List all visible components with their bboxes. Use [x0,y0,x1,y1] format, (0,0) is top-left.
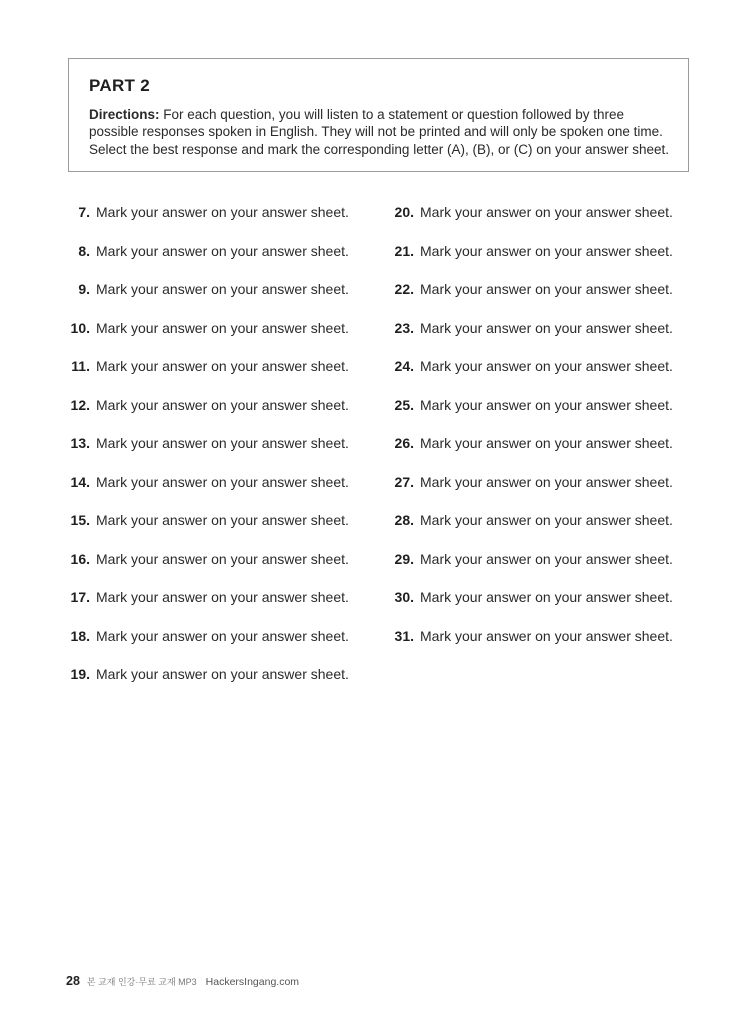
question-number: 22. [394,281,414,297]
question-number: 16. [70,550,90,567]
question-number: 13. [70,435,90,451]
question-row [388,628,673,644]
question-text: Mark your answer on your answer sheet. [420,435,673,451]
question-text: Mark your answer on your answer sheet. [96,242,349,259]
question-row [64,281,349,297]
question-number: 9. [78,281,90,297]
question-text: Mark your answer on your answer sheet. [96,204,349,220]
question-text: Mark your answer on your answer sheet. [96,473,349,490]
question-row [64,243,349,259]
question-number: 21. [394,242,414,259]
question-text: Mark your answer on your answer sheet. [420,550,673,567]
question-number: 23. [394,319,414,336]
question-number: 18. [70,627,90,644]
question-row [64,474,349,490]
question-row [388,435,673,451]
question-row [64,435,349,451]
question-number: 27. [394,473,414,490]
question-number: 10. [70,319,90,336]
question-row [388,204,673,220]
question-text: Mark your answer on your answer sheet. [96,435,349,451]
question-number: 7. [78,204,90,220]
question-text: Mark your answer on your answer sheet. [96,512,349,528]
part-title: PART 2 [89,76,150,95]
directions-label: Directions: [89,107,160,122]
question-number: 19. [70,666,90,682]
question-number: 12. [70,396,90,413]
page-number: 28 [66,974,80,988]
question-number: 8. [78,242,90,259]
question-text: Mark your answer on your answer sheet. [420,512,673,528]
question-text: Mark your answer on your answer sheet. [96,666,349,682]
question-text: Mark your answer on your answer sheet. [96,319,349,336]
question-row [64,358,349,374]
question-number: 29. [394,550,414,567]
directions-paragraph [89,106,681,158]
question-text: Mark your answer on your answer sheet. [96,589,349,605]
question-row [64,320,349,336]
question-row [388,589,673,605]
question-row [388,358,673,374]
question-row [64,666,349,682]
question-row [388,397,673,413]
question-text: Mark your answer on your answer sheet. [96,281,349,297]
footer-site-name: HackersIngang.com [205,976,300,988]
question-number: 25. [394,396,414,413]
question-row [388,474,673,490]
question-row [388,281,673,297]
directions-box [68,58,689,172]
question-text: Mark your answer on your answer sheet. [420,627,673,644]
question-row [388,551,673,567]
page-footer [66,974,299,988]
question-text: Mark your answer on your answer sheet. [420,358,673,374]
question-text: Mark your answer on your answer sheet. [420,589,673,605]
question-text: Mark your answer on your answer sheet. [96,396,349,413]
question-number: 31. [394,627,414,644]
question-text: Mark your answer on your answer sheet. [420,281,673,297]
question-row [64,512,349,528]
questions-column-left [64,204,349,705]
question-number: 24. [394,358,414,374]
question-number: 15. [70,512,90,528]
question-number: 30. [394,589,414,605]
question-number: 14. [70,473,90,490]
question-row [64,204,349,220]
question-text: Mark your answer on your answer sheet. [420,319,673,336]
question-text: Mark your answer on your answer sheet. [96,550,349,567]
question-row [64,628,349,644]
directions-line-3: Select the best response and mark the corresponding letter (A), (B), or (C) on your answer sheet. [89,141,670,157]
question-row [388,512,673,528]
question-number: 20. [394,204,414,220]
question-text: Mark your answer on your answer sheet. [96,358,349,374]
footer-note: 본 교재 인강·무료 교재 MP3 [86,977,197,987]
question-number: 26. [394,435,414,451]
question-text: Mark your answer on your answer sheet. [420,473,673,490]
question-number: 17. [70,589,90,605]
question-text: Mark your answer on your answer sheet. [420,204,673,220]
question-text: Mark your answer on your answer sheet. [96,627,349,644]
questions-column-right [388,204,673,666]
question-row [388,243,673,259]
question-row [388,320,673,336]
question-text: Mark your answer on your answer sheet. [420,242,673,259]
question-number: 11. [71,358,90,374]
directions-line-1: For each question, you will listen to a statement or question followed by three [163,107,625,122]
question-row [64,397,349,413]
question-row [64,551,349,567]
question-row [64,589,349,605]
question-number: 28. [394,512,414,528]
question-text: Mark your answer on your answer sheet. [420,396,673,413]
directions-line-2: possible responses spoken in English. They will not be printed and will only be spoken one time. [89,124,663,140]
